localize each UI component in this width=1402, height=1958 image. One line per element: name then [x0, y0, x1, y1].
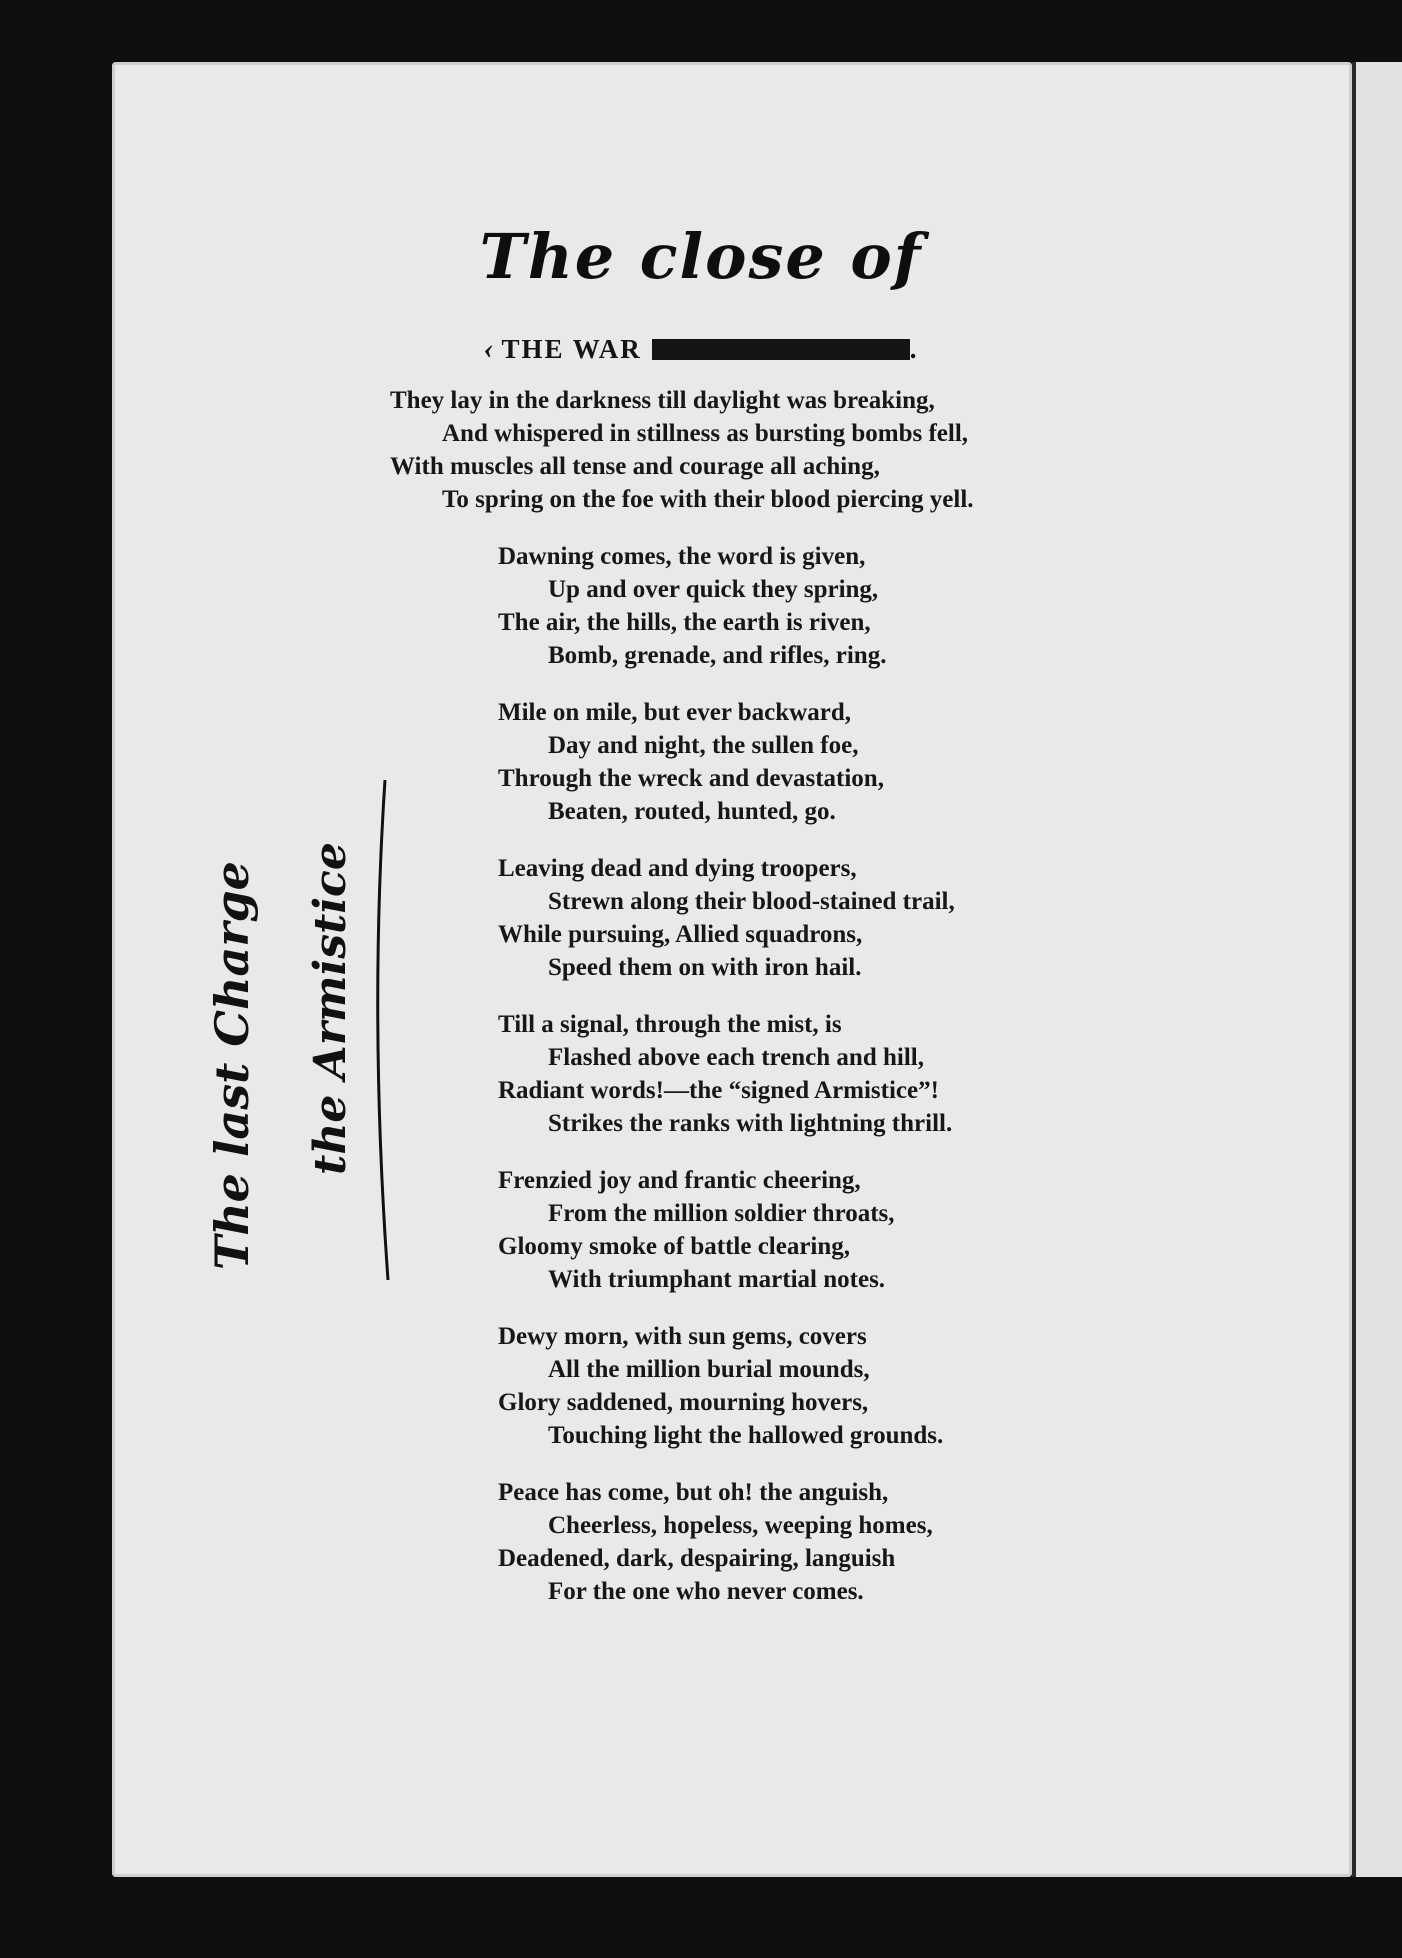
stanza [0, 1476, 1402, 1608]
poem-line: Flashed above each trench and hill, [548, 1044, 924, 1071]
handwritten-title: The close of [479, 220, 923, 293]
poem-line: They lay in the darkness till daylight was breaking, [390, 387, 935, 414]
poem-line: Dewy morn, with sun gems, covers [498, 1323, 867, 1350]
poem-line: And whispered in stillness as bursting bombs fell, [442, 420, 969, 447]
poem-line: Frenzied joy and frantic cheering, [498, 1167, 861, 1194]
stanza [0, 1164, 1402, 1296]
poem-line: Speed them on with iron hail. [548, 954, 862, 981]
poem-line: With triumphant martial notes. [548, 1266, 886, 1293]
poem-line: Strewn along their blood-stained trail, [548, 888, 955, 915]
margin-note-line2: the Armistice [305, 842, 356, 1175]
poem-body [0, 384, 1402, 1632]
poem-line: Beaten, routed, hunted, go. [548, 798, 836, 825]
poem-line: Dawning comes, the word is given, [498, 543, 866, 570]
poem-line: While pursuing, Allied squadrons, [498, 921, 863, 948]
poem-line: For the one who never comes. [548, 1578, 864, 1605]
poem-line: Glory saddened, mourning hovers, [498, 1389, 869, 1416]
poem-line: All the million burial mounds, [548, 1356, 870, 1383]
poem-line: With muscles all tense and courage all aching, [390, 453, 880, 480]
poem-line: Up and over quick they spring, [548, 576, 879, 603]
stanza [0, 540, 1402, 672]
poem-line: Peace has come, but oh! the anguish, [498, 1479, 889, 1506]
margin-note-line1: The last Charge [205, 861, 259, 1270]
printed-title-row: ‹ THE WAR . [483, 332, 919, 365]
poem-line: Till a signal, through the mist, is [498, 1011, 842, 1038]
redaction-bar [652, 339, 910, 360]
stanza [0, 852, 1402, 984]
poem-line: Leaving dead and dying troopers, [498, 855, 857, 882]
poem-line: Deadened, dark, despairing, languish [498, 1545, 896, 1572]
stanza [0, 1320, 1402, 1452]
poem-line: Day and night, the sullen foe, [548, 732, 859, 759]
poem-line: The air, the hills, the earth is riven, [498, 609, 871, 636]
poem-line: Mile on mile, but ever backward, [498, 699, 851, 726]
poem-line: Bomb, grenade, and rifles, ring. [548, 642, 887, 669]
poem-line: Radiant words!—the “signed Armistice”! [498, 1077, 939, 1104]
stanza [0, 384, 1402, 516]
poem-line: To spring on the foe with their blood piercing yell. [442, 486, 974, 513]
stanza [0, 1008, 1402, 1140]
poem-line: From the million soldier throats, [548, 1200, 895, 1227]
poem-line: Gloomy smoke of battle clearing, [498, 1233, 851, 1260]
printed-title: THE WAR [501, 334, 642, 364]
insertion-caret-mark: ‹ [483, 332, 496, 365]
stanza [0, 696, 1402, 828]
poem-line: Through the wreck and devastation, [498, 765, 884, 792]
poem-line: Cheerless, hopeless, weeping homes, [548, 1512, 933, 1539]
poem-line: Touching light the hallowed grounds. [548, 1422, 944, 1449]
poem-line: Strikes the ranks with lightning thrill. [548, 1110, 953, 1137]
